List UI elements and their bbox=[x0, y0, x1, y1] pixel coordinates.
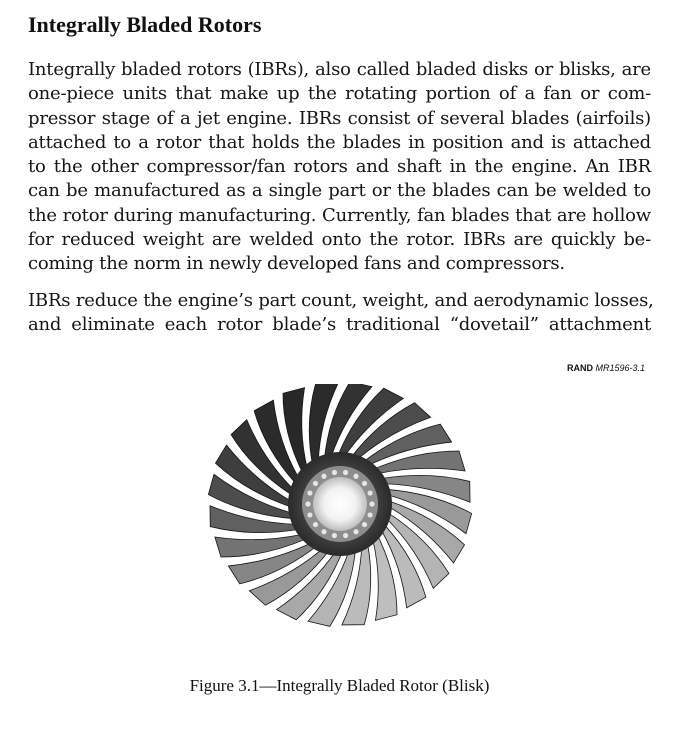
paragraph-line: for reduced weight are welded onto the rotor. IBRs are quickly be- bbox=[28, 229, 651, 251]
bolt-hole bbox=[305, 501, 310, 506]
figure-credit-id: MR1596-3.1 bbox=[595, 363, 645, 373]
paragraph-line: attached to a rotor that holds the blades in position and is attached bbox=[28, 131, 651, 153]
paragraph-line: one-piece units that make up the rotating portion of a fan or com- bbox=[28, 83, 651, 105]
bolt-hole bbox=[362, 481, 367, 486]
figure-credit bbox=[567, 363, 645, 373]
paragraph-line: to the other compressor/fan rotors and shaft in the engine. An IBR bbox=[28, 156, 651, 178]
section-heading: Integrally Bladed Rotors bbox=[28, 12, 262, 37]
bolt-hole bbox=[332, 470, 337, 475]
bolt-hole bbox=[307, 512, 312, 517]
bolt-hole bbox=[313, 481, 318, 486]
paragraph-line: and eliminate each rotor blade’s traditional “dovetail” attachment bbox=[28, 314, 651, 336]
bolt-hole bbox=[313, 522, 318, 527]
bolt-hole bbox=[332, 533, 337, 538]
figure-caption: Figure 3.1—Integrally Bladed Rotor (Blisk) bbox=[189, 676, 490, 695]
bolt-hole bbox=[362, 522, 367, 527]
bolt-hole bbox=[369, 501, 374, 506]
bolt-hole bbox=[343, 470, 348, 475]
bolt-hole bbox=[343, 533, 348, 538]
blisk-photo bbox=[190, 384, 490, 654]
paragraph-line: the rotor during manufacturing. Currently, fan blades that are hollow bbox=[28, 204, 651, 226]
rotor-bore bbox=[313, 477, 367, 531]
paragraph-line: Integrally bladed rotors (IBRs), also called bladed disks or blisks, are bbox=[28, 59, 651, 80]
bolt-hole bbox=[321, 529, 326, 534]
paragraph-line: coming the norm in newly developed fans and compressors. bbox=[28, 253, 565, 275]
paragraph-line: can be manufactured as a single part or the blades can be welded to bbox=[28, 180, 651, 202]
paragraph-line: IBRs reduce the engine’s part count, weight, and aerodynamic losses, bbox=[28, 290, 654, 311]
paragraph-2 bbox=[28, 289, 654, 338]
bolt-hole bbox=[353, 529, 358, 534]
figure-credit-org: RAND bbox=[566, 363, 593, 373]
bolt-hole bbox=[353, 474, 358, 479]
paragraph-line: pressor stage of a jet engine. IBRs consist of several blades (airfoils) bbox=[28, 107, 651, 129]
paragraph-1 bbox=[28, 58, 651, 277]
bolt-hole bbox=[367, 512, 372, 517]
bolt-hole bbox=[367, 490, 372, 495]
bolt-hole bbox=[307, 490, 312, 495]
bolt-hole bbox=[321, 474, 326, 479]
